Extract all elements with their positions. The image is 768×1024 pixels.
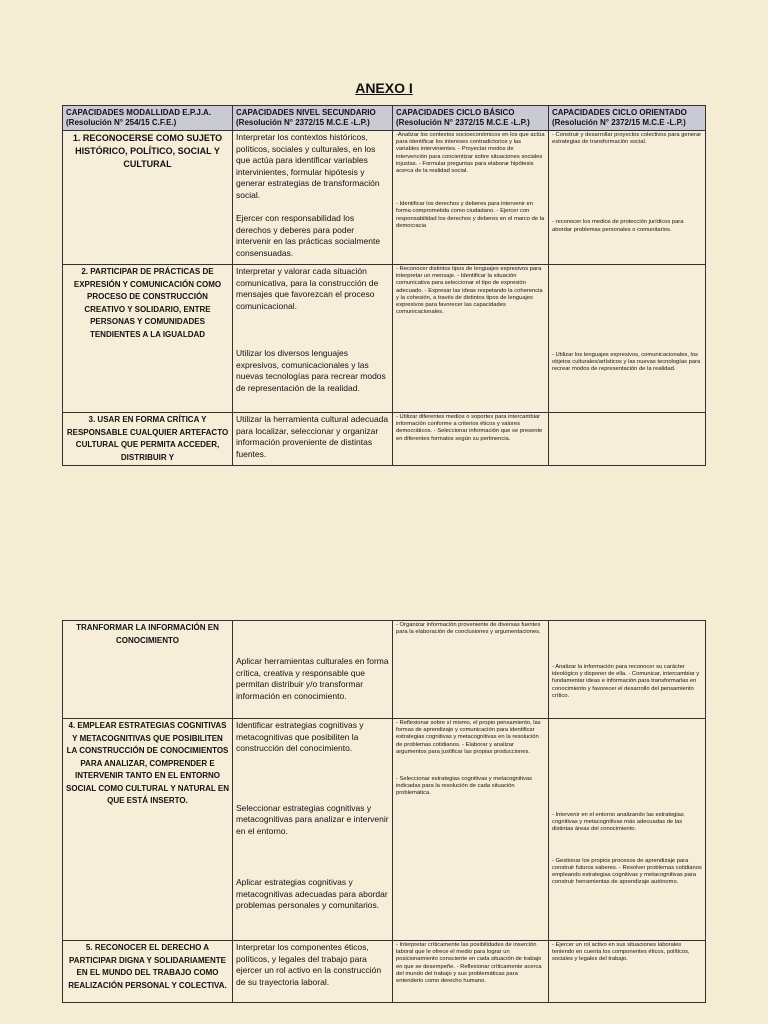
- table-row: [63, 719, 706, 941]
- capacity-5-cell: [63, 941, 233, 1003]
- secundario-5-cell: [233, 941, 393, 1003]
- table-header-row: [63, 106, 706, 131]
- secundario-1b-text: Ejercer con responsabilidad los derechos y deberes para poder intervenir en las prácticas socialmente consensuadas.: [236, 213, 381, 258]
- capacities-table-part-1: [62, 105, 706, 466]
- secundario-5a-text: Interpretar los componentes éticos, políticos, y legales del trabajo para ejercer un rol activo en la construcción de su trayectoria laboral.: [236, 942, 382, 987]
- orientado-3-cell: [549, 413, 706, 466]
- basico-1a-text: -Analizar los contextos socioeconómicos en los que actúa para identificar los intereses contradictorios y las variables intervinientes. - Proyectar modos de intervención para concientizar sobre situaciones sociales injustas. - Formular preguntas para elaborar hipótesis acerca de la realidad social.: [396, 132, 545, 175]
- secundario-3-cell: [233, 413, 393, 466]
- table-row: [63, 413, 706, 466]
- orientado-5-cell: [549, 941, 706, 1003]
- orientado-4-cell: [549, 719, 706, 941]
- orientado-2b-text: - Utilizar los lenguajes expresivos, comunicacionales, los objetos culturales/artísticos y las nuevas tecnologías para recrear modos de representación de la realidad.: [552, 352, 701, 373]
- header-epja: [63, 106, 233, 131]
- orientado-5a-text: - Ejercer un rol activo en sus situaciones laborales teniendo en cuenta los componentes éticos, políticos, sociales y legales del trabajo.: [552, 942, 690, 963]
- table-row: [63, 265, 706, 413]
- orientado-3b-cell: [549, 621, 706, 719]
- header-basico-title: CAPACIDADES CICLO BÁSICO: [396, 108, 515, 117]
- orientado-1-cell: [549, 131, 706, 265]
- capacity-1-cell: [63, 131, 233, 265]
- basico-1-cell: [393, 131, 549, 265]
- orientado-3b-text: - Analizar la información para reconocer su carácter ideológico y disponer de ella. - Comunicar, intercambiar y fundamentar ideas e información para transformarlas en conocimiento y favorecer el desarrollo del pensamiento crítico.: [552, 664, 700, 699]
- page-title: ANEXO I: [355, 80, 413, 96]
- secundario-1-cell: [233, 131, 393, 265]
- capacity-3-continued-text: TRANFORMAR LA INFORMACIÓN EN CONOCIMIENTO: [76, 623, 219, 645]
- capacities-table-part-2: [62, 620, 706, 1003]
- basico-3-cell: [393, 413, 549, 466]
- secundario-3b-cell: [233, 621, 393, 719]
- capacity-1-text: 1. RECONOCERSE COMO SUJETO HISTÓRICO, POLÍTICO, SOCIAL Y CULTURAL: [72, 133, 223, 169]
- header-secundario-resolution: (Resolución N° 2372/15 M.C.E -L.P.): [236, 118, 370, 127]
- table-row: [63, 621, 706, 719]
- capacity-2-cell: [63, 265, 233, 413]
- capacity-4-cell: [63, 719, 233, 941]
- capacity-3-continued-cell: [63, 621, 233, 719]
- secundario-1a-text: Interpretar los contextos históricos, políticos, sociales y culturales, en los que actúa para identificar variables intervinientes, formular hipótesis y generar estrategias de transformación social.: [236, 132, 380, 200]
- secundario-4b-text: Seleccionar estrategias cognitivas y metacognitivas para analizar e intervenir en el entorno.: [236, 802, 389, 836]
- basico-1b-text: - Identificar los derechos y deberes para intervenir en forma comprometida como ciudadano. - Ejercer con responsabilidad los derechos y deberes en el marco de la democracia: [396, 201, 545, 229]
- header-basico-resolution: (Resolución N° 2372/15 M.C.E -L.P.): [396, 118, 530, 127]
- secundario-4-cell: [233, 719, 393, 941]
- table-row: [63, 941, 706, 1003]
- basico-5-cell: [393, 941, 549, 1003]
- basico-2a-text: - Reconocer distintos tipos de lenguajes expresivos para interpretar un mensaje. - Identificar la situación comunicativa para seleccionar el tipo de expresión adecuado. - Expresar las ideas respetando la coherencia y la cohesión, a través de distintos tipos de lenguajes expresivos para favorecer las capacidades comunicacionales.: [396, 266, 543, 316]
- basico-5a-text: - Interpretar críticamente las posibilidades de inserción laboral que le ofrece el medio para lograr un posicionamiento consciente en cada situación de trabajo en que se desempeñe. - Reflexionar críticamente acerca del mundo del trabajo y sus problemáticas para entenderlo como derecho humano.: [396, 942, 542, 985]
- basico-4-cell: [393, 719, 549, 941]
- header-epja-resolution: (Resolución N° 254/15 C.F.E.): [66, 118, 177, 127]
- orientado-1a-text: - Construir y desarrollar proyectos colectivos para generar estrategias de transformación social.: [552, 132, 702, 146]
- capacity-3-cell: [63, 413, 233, 466]
- orientado-2-cell: [549, 265, 706, 413]
- table-row: [63, 131, 706, 265]
- basico-4a-text: - Reflexionar sobre sí mismo, el propio pensamiento, las formas de aprendizaje y comunicación para identificar estrategias cognitivas y metacognitivas en la resolución de problemas cotidianos. - Elaborar y analizar argumentos para justificar las propias producciones.: [396, 720, 541, 755]
- header-secundario: [233, 106, 393, 131]
- header-orientado-title: CAPACIDADES CICLO ORIENTADO: [552, 108, 687, 117]
- secundario-2b-text: Utilizar los diversos lenguajes expresivos, comunicacionales y las nuevas tecnologías para recrear modos de representación de la realidad.: [236, 348, 386, 393]
- orientado-4c-text: - Gestionar los propios procesos de aprendizaje para construir futuros saberes. - Resolver problemas cotidianos empleando estrategias cognitivas y metacognitivas para construir herramientas de aprendizaje autónomo.: [552, 857, 702, 886]
- basico-3a-text: - Utilizar diferentes medios o soportes para intercambiar información conforme a criterios éticos y valores democráticos. - Seleccionar información que se presente en diferentes formatos según su pertinencia.: [396, 414, 543, 442]
- capacity-2-text: 2. PARTICIPAR DE PRÁCTICAS DE EXPRESIÓN Y COMUNICACIÓN COMO PROCESO DE CONSTRUCCIÓN CREATIVO Y SOLIDARIO, ENTRE PERSONAS Y COMUNIDADES TENDIENTES A LA IGUALDAD: [73, 267, 222, 339]
- header-ciclo-basico: [393, 106, 549, 131]
- secundario-4c-text: Aplicar estrategias cognitivas y metacognitivas adecuadas para abordar problemas personales y comunitarios.: [236, 877, 388, 910]
- secundario-2-cell: [233, 265, 393, 413]
- orientado-1b-text: - reconocer los medios de protección jurídicos para abordar problemas personales o comunitarios.: [552, 219, 684, 233]
- capacity-4-text: 4. EMPLEAR ESTRATEGIAS COGNITIVAS Y METACOGNITIVAS QUE POSIBILITEN LA CONSTRUCCIÓN DE CONOCIMIENTOS PARA ANALIZAR, COMPRENDER E INTERVENIR TANTO EN EL ENTORNO SOCIAL COMO CULTURAL Y NATURAL EN QUE ESTÁ INSERTO.: [66, 721, 229, 805]
- basico-3b-cell: [393, 621, 549, 719]
- header-ciclo-orientado: [549, 106, 706, 131]
- basico-2-cell: [393, 265, 549, 413]
- basico-4b-text: - Seleccionar estrategias cognitivas y metacognitivas indicadas para la resolución de cada situación problemática.: [396, 776, 532, 797]
- secundario-2a-text: Interpretar y valorar cada situación comunicativa, para la construcción de mensajes que favorezcan el proceso comunicacional.: [236, 266, 379, 311]
- header-epja-title: CAPACIDADES MODALLIDAD E.P.J.A.: [66, 108, 212, 117]
- basico-3b-text: - Organizar información proveniente de diversas fuentes para la elaboración de conclusiones y argumentaciones.: [396, 622, 541, 636]
- secundario-3a-text: Utilizar la herramienta cultural adecuada para localizar, seleccionar y organizar información proveniente de distintas fuentes.: [236, 414, 389, 459]
- secundario-4a-text: Identificar estrategias cognitivas y metacognitivas que posibiliten la construcción del conocimiento.: [236, 720, 364, 753]
- capacity-3-text: 3. USAR EN FORMA CRÍTICA Y RESPONSABLE CUALQUIER ARTEFACTO CULTURAL QUE PERMITA ACCEDER, DISTRIBUIR Y: [66, 415, 229, 462]
- secundario-3b-text: Aplicar herramientas culturales en forma crítica, creativa y responsable que permitan distribuir y/o transformar información en conocimiento.: [236, 656, 389, 701]
- orientado-4b-text: - Intervenir en el entorno analizando las estrategias cognitivas y metacognitivas más adecuadas de las distintas áreas del conocimiento.: [552, 812, 684, 833]
- header-orientado-resolution: (Resolución N° 2372/15 M.C.E -L.P.): [552, 118, 686, 127]
- header-secundario-title: CAPACIDADES NIVEL SECUNDARIO: [236, 108, 376, 117]
- capacity-5-text: 5. RECONOCER EL DERECHO A PARTICIPAR DIGNA Y SOLIDARIAMENTE EN EL MUNDO DEL TRABAJO COMO REALIZACIÓN PERSONAL Y COLECTIVA.: [68, 943, 227, 990]
